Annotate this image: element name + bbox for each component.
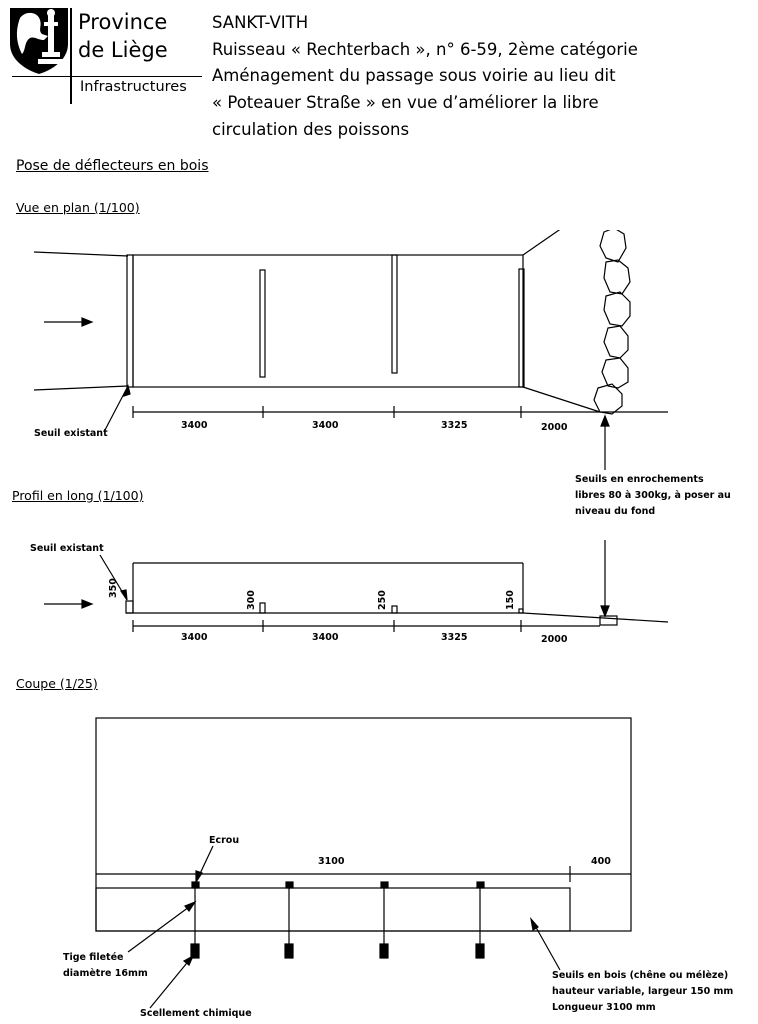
- rod-4: [476, 882, 484, 958]
- profil-title: Profil en long (1/100): [12, 488, 144, 503]
- profil-dim-1: 3400: [181, 632, 208, 643]
- tige-label-1: Tige filetée: [63, 952, 124, 963]
- ecrou-label: Ecrou: [209, 835, 240, 846]
- plan-dim-3: 3325: [441, 420, 468, 431]
- province-liege-perron-icon: [8, 4, 70, 74]
- logo-line1: Province: [78, 10, 168, 34]
- plan-dim-1: 3400: [181, 420, 208, 431]
- profil-seuil-label: Seuil existant: [30, 543, 104, 554]
- profil-height-1: 350: [108, 578, 119, 598]
- tige-label-2: diamètre 16mm: [63, 968, 148, 979]
- title-line-2: Ruisseau « Rechterbach », n° 6-59, 2ème catégorie: [212, 40, 638, 59]
- plan-drawing: [0, 230, 758, 470]
- logo-line2: de Liège: [78, 38, 168, 62]
- profil-height-2: 300: [246, 590, 257, 610]
- plan-dim-4: 2000: [541, 422, 568, 433]
- profil-height-3: 250: [377, 590, 388, 610]
- title-line-5: circulation des poissons: [212, 120, 410, 139]
- coupe-title: Coupe (1/25): [16, 676, 98, 691]
- profil-dim-4: 2000: [541, 634, 568, 645]
- seuils-bois-label-1: Seuils en bois (chêne ou mélèze): [552, 970, 729, 981]
- title-line-1: SANKT-VITH: [212, 13, 309, 32]
- coupe-dim-main: 3100: [318, 856, 345, 867]
- logo-line3: Infrastructures: [80, 79, 187, 95]
- enroch-label-2: libres 80 à 300kg, à poser au: [575, 490, 731, 501]
- rod-2: [285, 882, 293, 958]
- enroch-label-1: Seuils en enrochements: [575, 474, 704, 485]
- scellement-label: Scellement chimique: [140, 1008, 252, 1019]
- title-line-3: Aménagement du passage sous voirie au lieu dit: [212, 66, 616, 85]
- plan-dim-2: 3400: [312, 420, 339, 431]
- seuils-bois-label-3: Longueur 3100 mm: [552, 1002, 656, 1013]
- title-line-4: « Poteauer Straße » en vue d’améliorer la libre: [212, 93, 599, 112]
- section-title: Pose de déflecteurs en bois: [16, 158, 209, 174]
- rod-1: [191, 882, 199, 958]
- logo: [8, 4, 198, 100]
- profil-dim-2: 3400: [312, 632, 339, 643]
- profil-dim-3: 3325: [441, 632, 468, 643]
- rod-3: [380, 882, 388, 958]
- coupe-dim-side: 400: [591, 856, 611, 867]
- enroch-label-3: niveau du fond: [575, 506, 656, 517]
- seuils-bois-label-2: hauteur variable, largeur 150 mm: [552, 986, 734, 997]
- plan-title: Vue en plan (1/100): [16, 200, 140, 215]
- profil-height-4: 150: [505, 590, 516, 610]
- plan-seuil-label: Seuil existant: [34, 428, 108, 439]
